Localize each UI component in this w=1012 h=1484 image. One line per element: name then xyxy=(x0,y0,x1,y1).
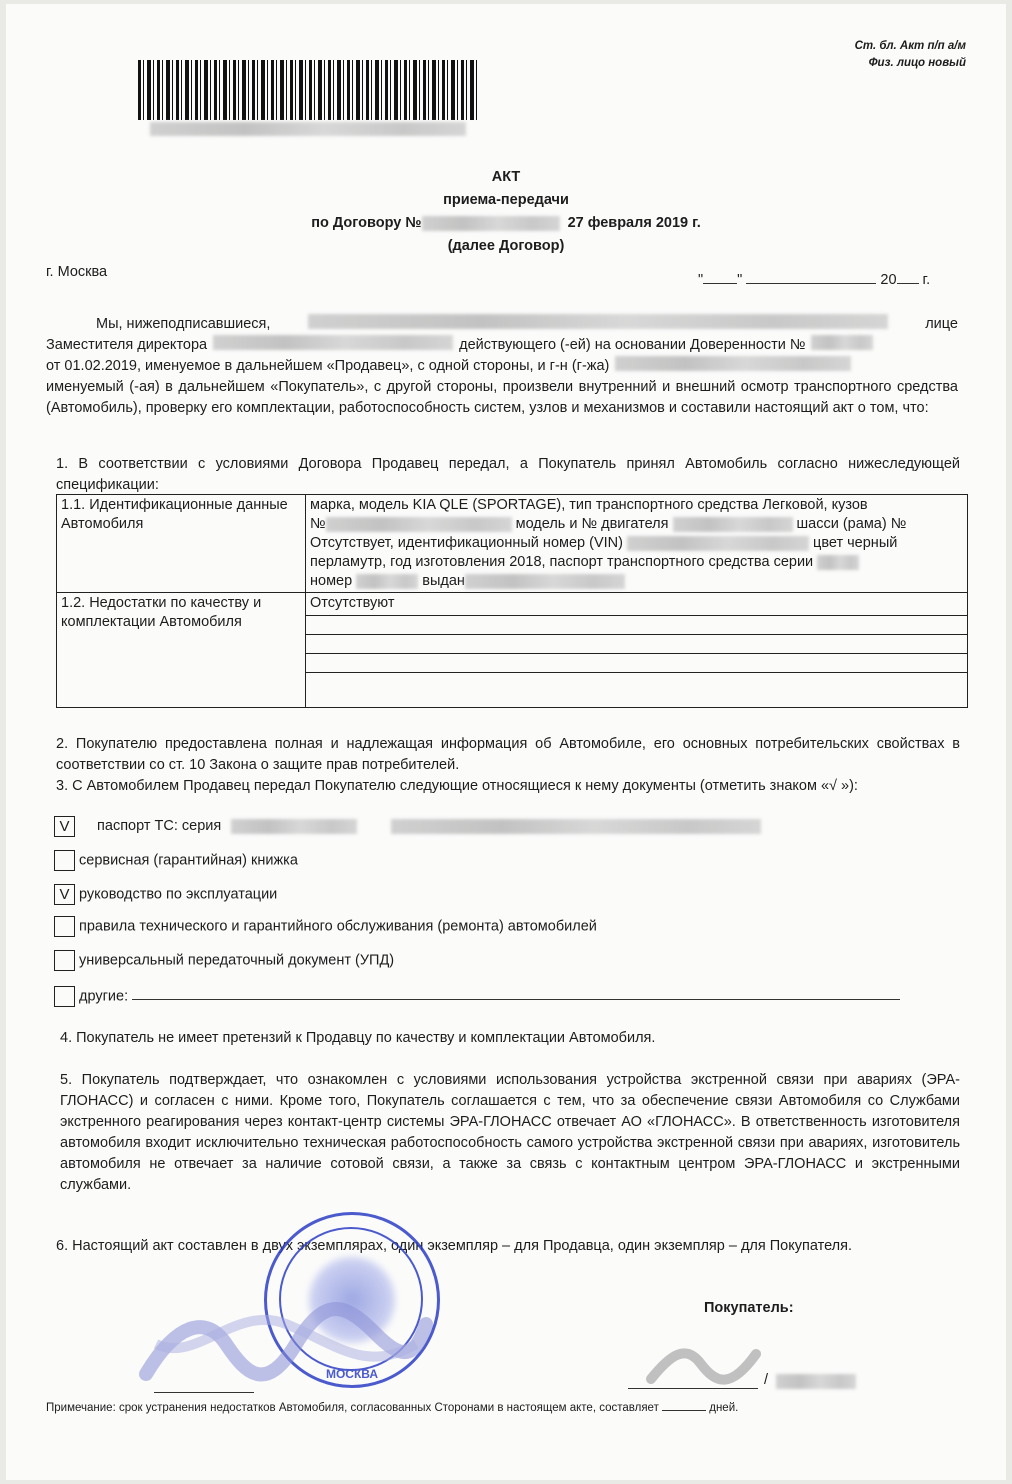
buyer-label: Покупатель: xyxy=(704,1300,794,1316)
spec-row1-line-c xyxy=(310,534,963,553)
footnote-days-line xyxy=(662,1410,706,1411)
intro-p4: именуемый (-ая) в дальнейшем «Покупатель», с другой стороны, произвели внутренний и внешний осмотр транспортного средства (Автомобиль), проверку его комплектации, работоспособность систем, узлов и механизмов и составили настоящий акт о том, что: xyxy=(46,379,958,416)
section-2-text: 2. Покупателю предоставлена полная и надлежащая информация об Автомобиле, его основных потребительских свойствах в соответствии со ст. 10 Закона о защите прав потребителей. xyxy=(56,736,960,773)
title-contract xyxy=(6,212,1006,235)
spec-row1-value xyxy=(306,495,968,593)
spec-row1-line-d xyxy=(310,553,963,572)
buyer-name-redacted xyxy=(776,1374,856,1389)
document-sheet xyxy=(6,4,1006,1480)
barcode xyxy=(138,60,480,120)
section-1-text: 1. В соответствии с условиями Договора Продавец передал, а Покупатель принял Автомобиль согласно нижеследующей спецификации: xyxy=(56,456,960,493)
footnote xyxy=(46,1402,738,1414)
engine-label: модель и № двигателя xyxy=(515,516,669,532)
footnote-end: дней. xyxy=(709,1402,739,1414)
pts-number-redacted xyxy=(356,574,418,589)
document-title xyxy=(6,166,1006,258)
spec-row2-label: 1.2. Недостатки по качеству и комплектации Автомобиля xyxy=(57,593,306,708)
title-subtitle: приема-передачи xyxy=(443,192,569,208)
defects-blank-line xyxy=(306,654,967,673)
checklist-item-manual[interactable] xyxy=(54,884,277,905)
seller-signature xyxy=(136,1284,436,1404)
pts-series-redacted xyxy=(231,819,357,834)
pts-number-label: номер xyxy=(310,573,353,589)
intro-p2b: действующего (-ей) на основании Доверенности № xyxy=(459,337,806,353)
corner-note xyxy=(855,38,966,72)
checkbox-service-book[interactable] xyxy=(54,850,75,871)
checkbox-manual[interactable]: V xyxy=(54,884,75,905)
checklist-label: руководство по эксплуатации xyxy=(79,886,278,903)
date-day-line xyxy=(703,283,737,284)
pts-details-redacted xyxy=(391,819,761,834)
section-4-text: 4. Покупатель не имеет претензий к Продавцу по качеству и комплектации Автомобиля. xyxy=(60,1030,656,1046)
footnote-text: Примечание: срок устранения недостатков Автомобиля, согласованных Сторонами в настоящем акте, составляет xyxy=(46,1402,659,1414)
date-year: 20 xyxy=(880,272,897,288)
checklist-label: сервисная (гарантийная) книжка xyxy=(79,852,298,869)
intro-p3: от 01.02.2019, именуемое в дальнейшем «Продавец», с одной стороны, и г-н (г-жа) xyxy=(46,358,610,374)
spec-row1-line-e xyxy=(310,572,963,591)
section-3-text: 3. С Автомобилем Продавец передал Покупателю следующие относящиеся к нему документы (отметить знаком «√ »): xyxy=(56,778,858,794)
date-quote-open: " xyxy=(698,272,704,288)
checklist-label: универсальный передаточный документ (УПД) xyxy=(79,952,395,969)
intro-line1 xyxy=(46,314,958,335)
buyer-name-redacted xyxy=(615,356,851,371)
intro-line3 xyxy=(46,356,958,377)
body-no-redacted xyxy=(326,517,512,532)
issued-label: выдан xyxy=(422,573,465,589)
director-name-redacted xyxy=(213,335,453,350)
checkbox-maintenance-rules[interactable] xyxy=(54,916,75,937)
title-suffix: (далее Договор) xyxy=(447,238,565,254)
corner-note-line1: Ст. бл. Акт п/п а/м xyxy=(854,40,966,52)
date-quote-close: " xyxy=(737,272,743,288)
defects-blank-line xyxy=(306,616,967,635)
intro-p1-end: лице xyxy=(925,316,958,332)
checklist-label: другие: xyxy=(79,988,129,1005)
defects-blank-line xyxy=(306,673,967,703)
checklist-item-other[interactable] xyxy=(54,986,900,1007)
defects-blank-line xyxy=(306,635,967,654)
vin-redacted xyxy=(627,536,809,551)
seller-name-redacted xyxy=(308,314,888,329)
other-docs-line xyxy=(132,999,900,1000)
pts-label: перламутр, год изготовления 2018, паспорт транспортного средства серии xyxy=(310,554,814,570)
date-year-line xyxy=(897,283,919,284)
issued-by-redacted xyxy=(465,574,625,589)
checklist-item-maintenance-rules[interactable] xyxy=(54,916,597,937)
section-5-text: 5. Покупатель подтверждает, что ознакомлен с условиями использования устройства экстренной связи при авариях (ЭРА-ГЛОНАСС) и согласен с ними. Кроме того, Покупатель соглашается с тем, что за обеспечение связи Автомобиля со Службами экстренного реагирования через контакт-центр системы ЭРА-ГЛОНАСС отвечает АО «ГЛОНАСС». В ответственность изготовителя автомобиля входит исключительно техническая работоспособность самого устройства экстренной связи при авариях, изготовитель автомобиля не отвечает за наличие сотовой связи, а также за связь с контактным центром ЭРА-ГЛОНАСС и экстренными службами. xyxy=(60,1072,960,1193)
city: г. Москва xyxy=(46,264,108,280)
spec-row2-value xyxy=(306,593,968,708)
date-month-line xyxy=(746,283,876,284)
checklist-item-upd[interactable] xyxy=(54,950,394,971)
title-akt: АКТ xyxy=(491,169,521,185)
stamp-bottom-text: МОСКВА xyxy=(325,1367,379,1381)
checkbox-other[interactable] xyxy=(54,986,75,1007)
section-6-text: 6. Настоящий акт составлен в двух экземплярах, один экземпляр – для Продавца, один экземпляр – для Покупателя. xyxy=(56,1238,852,1254)
date-blank xyxy=(698,270,930,291)
buyer-signature xyxy=(646,1334,769,1394)
vin-label: Отсутствует, идентификационный номер (VIN) xyxy=(310,535,623,551)
checklist-item-pts[interactable] xyxy=(54,816,761,837)
contract-prefix: по Договору № xyxy=(311,215,422,231)
spec-row-defects xyxy=(57,593,968,708)
spec-row1-label: 1.1. Идентификационные данные Автомобиля xyxy=(57,495,306,593)
spec-table xyxy=(56,494,968,708)
contract-number-redacted xyxy=(422,216,560,231)
intro-p2: Заместителя директора xyxy=(46,337,208,353)
buyer-signature-slash: / xyxy=(764,1372,769,1388)
color-label: цвет черный xyxy=(813,535,898,551)
buyer-signature-line xyxy=(628,1388,758,1389)
engine-no-redacted xyxy=(673,517,793,532)
intro-p1: Мы, нижеподписавшиеся, xyxy=(96,316,271,332)
corner-note-line2: Физ. лицо новый xyxy=(868,57,966,69)
intro-paragraph xyxy=(46,314,958,419)
spec-row1-line-b xyxy=(310,515,963,534)
defects-value: Отсутствуют xyxy=(306,593,967,616)
chassis-label: шасси (рама) № xyxy=(796,516,907,532)
poa-number-redacted xyxy=(811,335,873,350)
spec-row1-line-a: марка, модель KIA QLE (SPORTAGE), тип транспортного средства Легковой, кузов xyxy=(310,497,868,513)
checkbox-pts[interactable]: V xyxy=(54,816,75,837)
checklist-label: паспорт ТС: серия xyxy=(97,818,222,835)
intro-line2 xyxy=(46,335,958,356)
checklist-item-service-book[interactable] xyxy=(54,850,298,871)
checklist-label: правила технического и гарантийного обслуживания (ремонта) автомобилей xyxy=(79,918,597,935)
body-no-label: № xyxy=(310,516,326,532)
checkbox-upd[interactable] xyxy=(54,950,75,971)
contract-date: 27 февраля 2019 г. xyxy=(567,215,701,231)
pts-series-redacted xyxy=(817,555,859,570)
barcode-number-redacted xyxy=(150,122,466,136)
date-g: г. xyxy=(922,272,931,288)
spec-row-identification xyxy=(57,495,968,593)
seller-signature-line xyxy=(154,1392,254,1393)
